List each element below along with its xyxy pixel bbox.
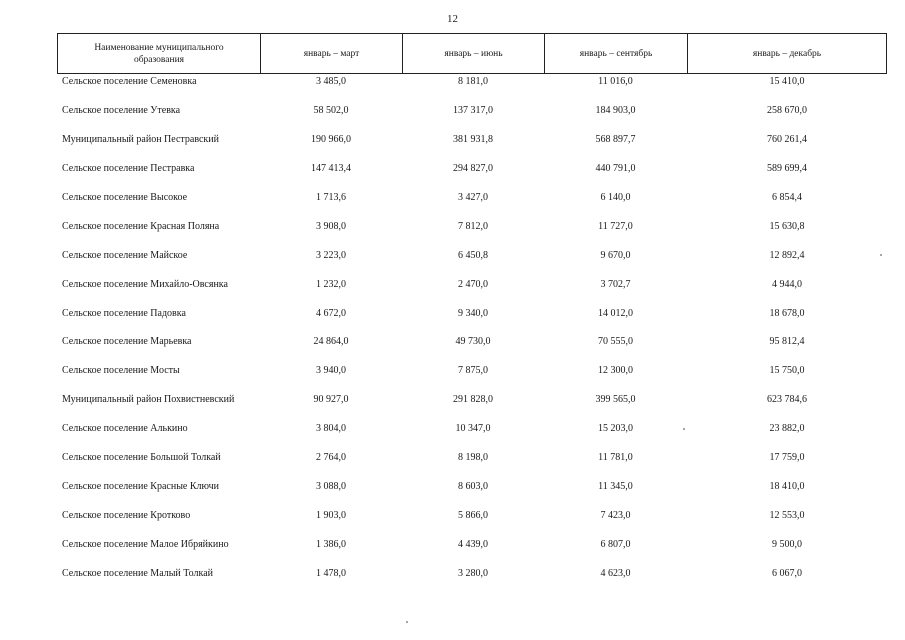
value-jan-jun: 7 812,0	[458, 220, 488, 232]
municipality-name: Сельское поселение Алькино	[62, 423, 188, 435]
header-jan-sep: январь – сентябрь	[545, 34, 688, 73]
header-jan-dec: январь – декабрь	[752, 48, 822, 59]
table-row	[57, 539, 887, 568]
value-jan-dec: 9 500,0	[772, 539, 802, 550]
value-jan-sep: 70 555,0	[598, 336, 633, 348]
value-jan-mar: 90 927,0	[313, 394, 349, 406]
municipality-name: Сельское поселение Мосты	[62, 365, 180, 377]
value-jan-mar: 190 966,0	[311, 133, 351, 145]
value-jan-dec: 760 261,4	[767, 133, 807, 145]
value-jan-sep: 399 565,0	[595, 394, 636, 406]
table-row	[57, 134, 887, 163]
value-jan-mar: 147 413,4	[311, 162, 351, 174]
value-jan-mar: 1 478,0	[316, 567, 346, 579]
table-row	[57, 568, 887, 597]
value-jan-dec: 12 553,0	[769, 510, 805, 522]
header-municipality: Наименование муниципального образования	[58, 34, 261, 73]
value-jan-sep: 184 903,0	[595, 104, 636, 116]
value-jan-sep: 6 807,0	[600, 539, 631, 550]
municipality-name: Сельское поселение Красные Ключи	[62, 481, 219, 493]
value-jan-dec: 258 670,0	[767, 104, 807, 116]
value-jan-dec: 6 854,4	[772, 191, 802, 203]
value-jan-sep: 11 781,0	[598, 452, 633, 464]
table-row	[57, 192, 887, 221]
table-row	[57, 481, 887, 510]
municipality-name: Сельское поселение Падовка	[62, 307, 186, 319]
value-jan-mar: 3 223,0	[316, 249, 346, 261]
value-jan-sep: 15 203,0	[598, 423, 633, 435]
value-jan-mar: 58 502,0	[313, 104, 349, 116]
value-jan-jun: 137 317,0	[453, 104, 493, 116]
value-jan-jun: 4 439,0	[458, 539, 488, 550]
value-jan-sep: 9 670,0	[600, 249, 631, 261]
value-jan-jun: 8 198,0	[458, 452, 488, 464]
value-jan-dec: 18 678,0	[769, 307, 805, 319]
value-jan-dec: 23 882,0	[769, 423, 805, 435]
value-jan-jun: 5 866,0	[458, 510, 488, 522]
value-jan-mar: 2 764,0	[316, 452, 346, 464]
value-jan-mar: 24 864,0	[313, 336, 349, 348]
table-row	[57, 365, 887, 394]
value-jan-mar: 1 713,6	[316, 191, 346, 203]
value-jan-dec: 6 067,0	[772, 567, 802, 579]
value-jan-mar: 1 232,0	[316, 278, 346, 290]
value-jan-jun: 291 828,0	[453, 394, 493, 406]
header-jan-mar: январь – март	[261, 34, 403, 73]
municipality-name: Муниципальный район Пестравский	[62, 133, 219, 145]
value-jan-dec: 15 750,0	[769, 365, 805, 377]
value-jan-dec: 623 784,6	[767, 394, 807, 406]
scan-speck	[880, 254, 882, 256]
municipality-name: Сельское поселение Михайло-Овсянка	[62, 278, 228, 290]
value-jan-jun: 8 181,0	[458, 76, 488, 87]
value-jan-jun: 6 450,8	[458, 249, 488, 261]
value-jan-mar: 1 903,0	[316, 510, 346, 522]
municipality-name: Сельское поселение Высокое	[62, 191, 188, 203]
scan-speck	[683, 428, 685, 430]
table-row	[57, 423, 887, 452]
value-jan-sep: 11 727,0	[598, 220, 633, 232]
value-jan-dec: 18 410,0	[769, 481, 805, 493]
value-jan-mar: 3 940,0	[316, 365, 346, 377]
value-jan-jun: 294 827,0	[453, 162, 493, 174]
table-row	[57, 394, 887, 423]
table-row	[57, 163, 887, 192]
value-jan-jun: 381 931,8	[453, 133, 493, 145]
value-jan-mar: 3 485,0	[316, 76, 346, 87]
municipality-name: Сельское поселение Семеновка	[62, 76, 197, 87]
value-jan-mar: 1 386,0	[316, 539, 346, 550]
value-jan-dec: 15 630,8	[769, 220, 805, 232]
value-jan-sep: 3 702,7	[600, 278, 631, 290]
value-jan-jun: 3 427,0	[458, 191, 488, 203]
value-jan-jun: 49 730,0	[455, 336, 491, 348]
table-row	[57, 250, 887, 279]
value-jan-jun: 2 470,0	[458, 278, 488, 290]
page-number: 12	[447, 13, 458, 25]
municipality-name: Сельское поселение Большой Толкай	[62, 452, 221, 464]
table-row	[57, 76, 887, 105]
value-jan-sep: 6 140,0	[600, 191, 631, 203]
table-header	[57, 33, 887, 74]
municipality-name: Сельское поселение Малое Ибряйкино	[62, 539, 229, 550]
value-jan-sep: 440 791,0	[595, 162, 636, 174]
value-jan-mar: 3 908,0	[316, 220, 346, 232]
municipality-name: Сельское поселение Марьевка	[62, 336, 192, 348]
value-jan-jun: 8 603,0	[458, 481, 488, 493]
value-jan-dec: 589 699,4	[767, 162, 807, 174]
municipality-name: Муниципальный район Похвистневский	[62, 394, 235, 406]
value-jan-jun: 7 875,0	[458, 365, 488, 377]
value-jan-dec: 95 812,4	[769, 336, 805, 348]
value-jan-dec: 12 892,4	[769, 249, 805, 261]
table-row	[57, 452, 887, 481]
value-jan-sep: 14 012,0	[598, 307, 633, 319]
value-jan-sep: 11 016,0	[598, 76, 633, 87]
municipality-name: Сельское поселение Майское	[62, 249, 188, 261]
value-jan-sep: 568 897,7	[595, 133, 636, 145]
municipality-name: Сельское поселение Красная Поляна	[62, 220, 220, 232]
value-jan-sep: 11 345,0	[598, 481, 633, 493]
value-jan-mar: 4 672,0	[316, 307, 346, 319]
value-jan-sep: 4 623,0	[600, 567, 631, 579]
table-row	[57, 105, 887, 134]
table-row	[57, 510, 887, 539]
municipality-name: Сельское поселение Пестравка	[62, 162, 195, 174]
value-jan-dec: 17 759,0	[769, 452, 805, 464]
value-jan-dec: 15 410,0	[769, 76, 805, 87]
value-jan-sep: 12 300,0	[598, 365, 633, 377]
value-jan-mar: 3 804,0	[316, 423, 346, 435]
table-body	[57, 76, 887, 597]
value-jan-dec: 4 944,0	[772, 278, 802, 290]
scan-speck	[406, 621, 408, 623]
table-row	[57, 279, 887, 308]
municipality-name: Сельское поселение Малый Толкай	[62, 567, 213, 579]
value-jan-sep: 7 423,0	[600, 510, 631, 522]
value-jan-jun: 3 280,0	[458, 567, 488, 579]
municipality-name: Сельское поселение Кротково	[62, 510, 191, 522]
municipality-name: Сельское поселение Утевка	[62, 104, 181, 116]
value-jan-mar: 3 088,0	[316, 481, 346, 493]
table-row	[57, 308, 887, 337]
table-row	[57, 336, 887, 365]
value-jan-jun: 10 347,0	[455, 423, 491, 435]
header-jan-jun: январь – июнь	[403, 34, 545, 73]
value-jan-jun: 9 340,0	[458, 307, 488, 319]
table-row	[57, 221, 887, 250]
